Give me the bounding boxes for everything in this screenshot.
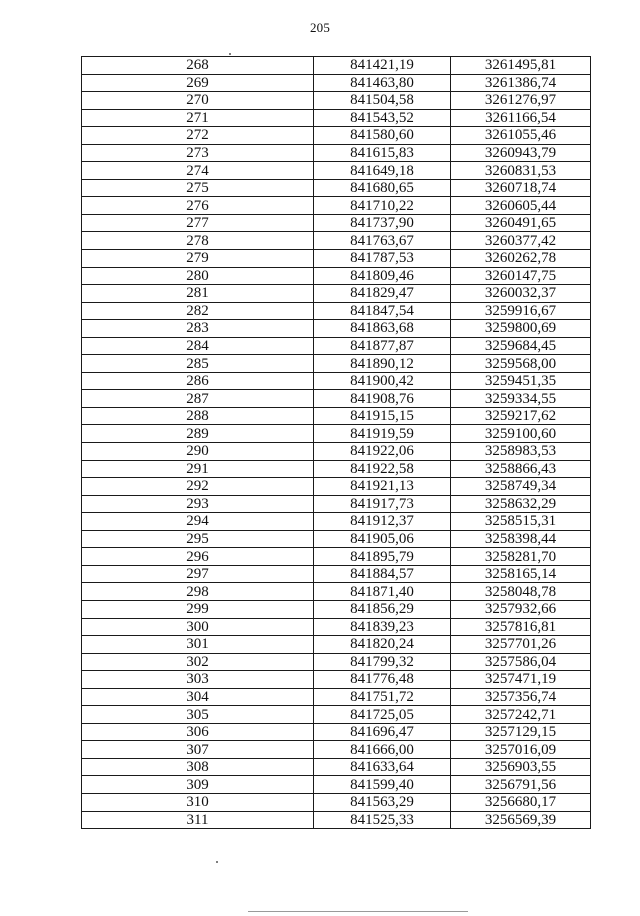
table-row <box>82 688 591 706</box>
table-row <box>82 723 591 741</box>
x-coordinate-cell: 841649,18 <box>314 162 451 180</box>
x-coordinate-cell: 841915,15 <box>314 407 451 425</box>
y-coordinate-cell: 3259916,67 <box>451 302 591 320</box>
x-coordinate-cell: 841809,46 <box>314 267 451 285</box>
table-row <box>82 671 591 689</box>
y-coordinate-cell: 3261276,97 <box>451 92 591 110</box>
point-number-cell: 282 <box>82 302 314 320</box>
x-coordinate-cell: 841922,06 <box>314 443 451 461</box>
point-number-cell: 300 <box>82 618 314 636</box>
y-coordinate-cell: 3258632,29 <box>451 495 591 513</box>
table-row <box>82 548 591 566</box>
table-row <box>82 793 591 811</box>
y-coordinate-cell: 3259684,45 <box>451 337 591 355</box>
y-coordinate-cell: 3257242,71 <box>451 706 591 724</box>
y-coordinate-cell: 3260147,75 <box>451 267 591 285</box>
point-number-cell: 276 <box>82 197 314 215</box>
y-coordinate-cell: 3258866,43 <box>451 460 591 478</box>
point-number-cell: 278 <box>82 232 314 250</box>
point-number-cell: 279 <box>82 250 314 268</box>
point-number-cell: 270 <box>82 92 314 110</box>
y-coordinate-cell: 3256791,56 <box>451 776 591 794</box>
table-row <box>82 443 591 461</box>
y-coordinate-cell: 3257586,04 <box>451 653 591 671</box>
point-number-cell: 293 <box>82 495 314 513</box>
y-coordinate-cell: 3257016,09 <box>451 741 591 759</box>
point-number-cell: 306 <box>82 723 314 741</box>
point-number-cell: 287 <box>82 390 314 408</box>
y-coordinate-cell: 3258048,78 <box>451 583 591 601</box>
table-row <box>82 513 591 531</box>
x-coordinate-cell: 841776,48 <box>314 671 451 689</box>
table-row <box>82 302 591 320</box>
x-coordinate-cell: 841905,06 <box>314 530 451 548</box>
table-row <box>82 636 591 654</box>
table-row <box>82 653 591 671</box>
y-coordinate-cell: 3258749,34 <box>451 478 591 496</box>
x-coordinate-cell: 841871,40 <box>314 583 451 601</box>
x-coordinate-cell: 841710,22 <box>314 197 451 215</box>
scan-speck <box>216 861 218 863</box>
table-row <box>82 478 591 496</box>
table-row <box>82 460 591 478</box>
x-coordinate-cell: 841856,29 <box>314 600 451 618</box>
x-coordinate-cell: 841799,32 <box>314 653 451 671</box>
point-number-cell: 303 <box>82 671 314 689</box>
coordinates-table <box>81 56 591 829</box>
point-number-cell: 297 <box>82 565 314 583</box>
y-coordinate-cell: 3261055,46 <box>451 127 591 145</box>
x-coordinate-cell: 841908,76 <box>314 390 451 408</box>
point-number-cell: 285 <box>82 355 314 373</box>
point-number-cell: 296 <box>82 548 314 566</box>
point-number-cell: 288 <box>82 407 314 425</box>
page-number: 205 <box>309 20 331 35</box>
table-row <box>82 355 591 373</box>
table-row <box>82 214 591 232</box>
y-coordinate-cell: 3257471,19 <box>451 671 591 689</box>
y-coordinate-cell: 3261386,74 <box>451 74 591 92</box>
table-row <box>82 390 591 408</box>
y-coordinate-cell: 3257701,26 <box>451 636 591 654</box>
y-coordinate-cell: 3259568,00 <box>451 355 591 373</box>
point-number-cell: 273 <box>82 144 314 162</box>
x-coordinate-cell: 841421,19 <box>314 57 451 75</box>
table-row <box>82 530 591 548</box>
x-coordinate-cell: 841863,68 <box>314 320 451 338</box>
table-row <box>82 179 591 197</box>
x-coordinate-cell: 841543,52 <box>314 109 451 127</box>
y-coordinate-cell: 3258281,70 <box>451 548 591 566</box>
table-row <box>82 337 591 355</box>
x-coordinate-cell: 841725,05 <box>314 706 451 724</box>
point-number-cell: 294 <box>82 513 314 531</box>
table-row <box>82 267 591 285</box>
y-coordinate-cell: 3256569,39 <box>451 811 591 829</box>
point-number-cell: 295 <box>82 530 314 548</box>
table-row <box>82 197 591 215</box>
x-coordinate-cell: 841847,54 <box>314 302 451 320</box>
y-coordinate-cell: 3260718,74 <box>451 179 591 197</box>
x-coordinate-cell: 841563,29 <box>314 793 451 811</box>
point-number-cell: 272 <box>82 127 314 145</box>
table-row <box>82 600 591 618</box>
y-coordinate-cell: 3260605,44 <box>451 197 591 215</box>
coordinates-table-body <box>82 57 591 829</box>
table-row <box>82 92 591 110</box>
table-row <box>82 407 591 425</box>
point-number-cell: 280 <box>82 267 314 285</box>
y-coordinate-cell: 3258983,53 <box>451 443 591 461</box>
table-row <box>82 741 591 759</box>
point-number-cell: 283 <box>82 320 314 338</box>
table-row <box>82 706 591 724</box>
x-coordinate-cell: 841917,73 <box>314 495 451 513</box>
point-number-cell: 277 <box>82 214 314 232</box>
x-coordinate-cell: 841763,67 <box>314 232 451 250</box>
x-coordinate-cell: 841504,58 <box>314 92 451 110</box>
x-coordinate-cell: 841890,12 <box>314 355 451 373</box>
table-row <box>82 57 591 75</box>
x-coordinate-cell: 841912,37 <box>314 513 451 531</box>
table-row <box>82 583 591 601</box>
x-coordinate-cell: 841839,23 <box>314 618 451 636</box>
point-number-cell: 268 <box>82 57 314 75</box>
x-coordinate-cell: 841580,60 <box>314 127 451 145</box>
point-number-cell: 304 <box>82 688 314 706</box>
x-coordinate-cell: 841599,40 <box>314 776 451 794</box>
x-coordinate-cell: 841680,65 <box>314 179 451 197</box>
x-coordinate-cell: 841751,72 <box>314 688 451 706</box>
footer-rule <box>248 911 468 912</box>
y-coordinate-cell: 3257356,74 <box>451 688 591 706</box>
table-row <box>82 425 591 443</box>
y-coordinate-cell: 3260831,53 <box>451 162 591 180</box>
point-number-cell: 311 <box>82 811 314 829</box>
point-number-cell: 307 <box>82 741 314 759</box>
x-coordinate-cell: 841820,24 <box>314 636 451 654</box>
y-coordinate-cell: 3258165,14 <box>451 565 591 583</box>
x-coordinate-cell: 841922,58 <box>314 460 451 478</box>
point-number-cell: 305 <box>82 706 314 724</box>
y-coordinate-cell: 3260032,37 <box>451 285 591 303</box>
x-coordinate-cell: 841463,80 <box>314 74 451 92</box>
x-coordinate-cell: 841900,42 <box>314 372 451 390</box>
point-number-cell: 308 <box>82 758 314 776</box>
point-number-cell: 310 <box>82 793 314 811</box>
x-coordinate-cell: 841829,47 <box>314 285 451 303</box>
point-number-cell: 291 <box>82 460 314 478</box>
x-coordinate-cell: 841666,00 <box>314 741 451 759</box>
table-row <box>82 776 591 794</box>
point-number-cell: 275 <box>82 179 314 197</box>
point-number-cell: 269 <box>82 74 314 92</box>
y-coordinate-cell: 3258515,31 <box>451 513 591 531</box>
y-coordinate-cell: 3257816,81 <box>451 618 591 636</box>
table-row <box>82 372 591 390</box>
x-coordinate-cell: 841921,13 <box>314 478 451 496</box>
y-coordinate-cell: 3261495,81 <box>451 57 591 75</box>
point-number-cell: 292 <box>82 478 314 496</box>
table-row <box>82 144 591 162</box>
table-row <box>82 320 591 338</box>
table-row <box>82 565 591 583</box>
y-coordinate-cell: 3260943,79 <box>451 144 591 162</box>
y-coordinate-cell: 3256680,17 <box>451 793 591 811</box>
y-coordinate-cell: 3259100,60 <box>451 425 591 443</box>
point-number-cell: 286 <box>82 372 314 390</box>
y-coordinate-cell: 3260377,42 <box>451 232 591 250</box>
point-number-cell: 299 <box>82 600 314 618</box>
point-number-cell: 290 <box>82 443 314 461</box>
scan-speck <box>229 53 231 55</box>
x-coordinate-cell: 841737,90 <box>314 214 451 232</box>
point-number-cell: 271 <box>82 109 314 127</box>
x-coordinate-cell: 841696,47 <box>314 723 451 741</box>
y-coordinate-cell: 3257129,15 <box>451 723 591 741</box>
table-row <box>82 162 591 180</box>
table-row <box>82 74 591 92</box>
table-row <box>82 811 591 829</box>
point-number-cell: 289 <box>82 425 314 443</box>
y-coordinate-cell: 3258398,44 <box>451 530 591 548</box>
x-coordinate-cell: 841525,33 <box>314 811 451 829</box>
y-coordinate-cell: 3259334,55 <box>451 390 591 408</box>
table-row <box>82 232 591 250</box>
point-number-cell: 281 <box>82 285 314 303</box>
x-coordinate-cell: 841633,64 <box>314 758 451 776</box>
point-number-cell: 309 <box>82 776 314 794</box>
point-number-cell: 302 <box>82 653 314 671</box>
y-coordinate-cell: 3259800,69 <box>451 320 591 338</box>
y-coordinate-cell: 3257932,66 <box>451 600 591 618</box>
table-row <box>82 618 591 636</box>
y-coordinate-cell: 3260262,78 <box>451 250 591 268</box>
x-coordinate-cell: 841919,59 <box>314 425 451 443</box>
table-row <box>82 495 591 513</box>
point-number-cell: 298 <box>82 583 314 601</box>
table-row <box>82 127 591 145</box>
point-number-cell: 274 <box>82 162 314 180</box>
y-coordinate-cell: 3260491,65 <box>451 214 591 232</box>
x-coordinate-cell: 841884,57 <box>314 565 451 583</box>
x-coordinate-cell: 841877,87 <box>314 337 451 355</box>
y-coordinate-cell: 3259451,35 <box>451 372 591 390</box>
table-row <box>82 285 591 303</box>
y-coordinate-cell: 3256903,55 <box>451 758 591 776</box>
y-coordinate-cell: 3261166,54 <box>451 109 591 127</box>
point-number-cell: 301 <box>82 636 314 654</box>
table-row <box>82 758 591 776</box>
x-coordinate-cell: 841615,83 <box>314 144 451 162</box>
x-coordinate-cell: 841895,79 <box>314 548 451 566</box>
y-coordinate-cell: 3259217,62 <box>451 407 591 425</box>
table-row <box>82 250 591 268</box>
x-coordinate-cell: 841787,53 <box>314 250 451 268</box>
point-number-cell: 284 <box>82 337 314 355</box>
table-row <box>82 109 591 127</box>
